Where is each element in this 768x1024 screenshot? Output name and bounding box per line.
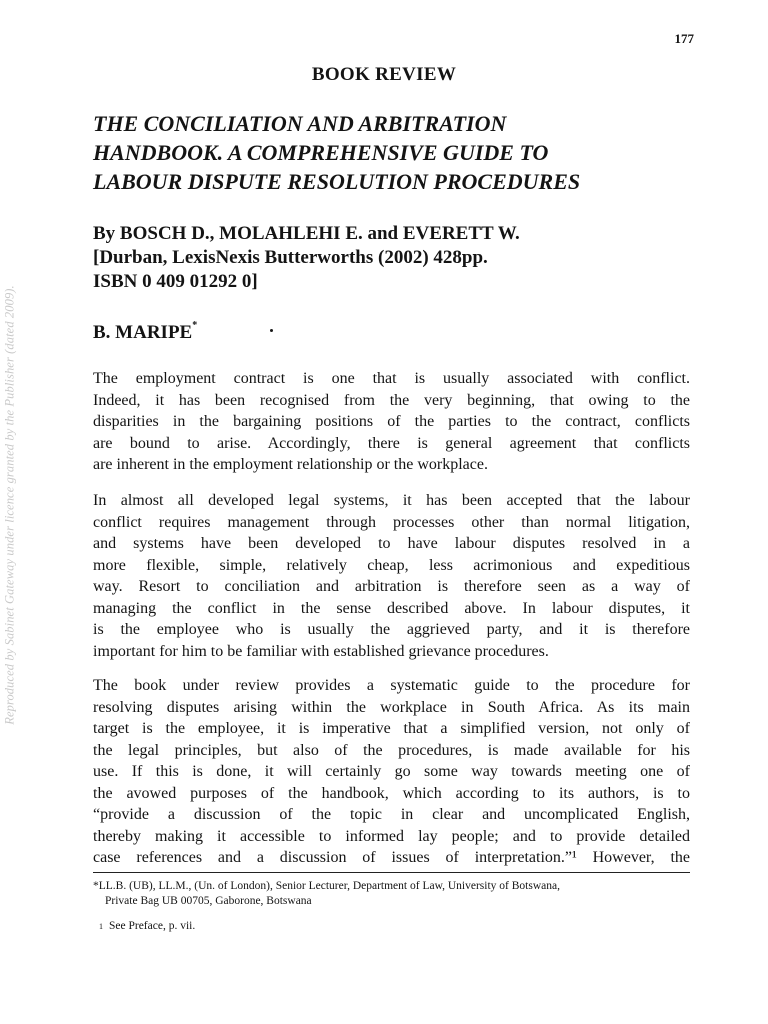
reviewer-name xyxy=(93,322,197,344)
paragraph-line: case references and a discussion of issues of interpretation.”¹ However, the xyxy=(93,849,690,866)
paragraph-3 xyxy=(93,675,690,869)
footnote-author xyxy=(93,879,698,909)
paragraph-line: the legal principles, but also of the procedures, is made available for his xyxy=(93,741,690,759)
byline xyxy=(93,222,713,294)
paragraph-line: more flexible, simple, relatively cheap, less acrimonious and expeditious xyxy=(93,556,690,574)
paragraph-line: disparities in the bargaining positions of the parties to the contract, conflicts xyxy=(93,413,690,430)
paragraph-line: important for him to be familiar with established grievance procedures. xyxy=(93,642,549,660)
footnote-author-line: Private Bag UB 00705, Gaborone, Botswana xyxy=(105,895,312,907)
paragraph-line: thereby making it accessible to informed lay people; and to provide detailed xyxy=(93,827,690,845)
paragraph-line: the avowed purposes of the handbook, which according to its authors, is to xyxy=(93,784,690,802)
paragraph-line: target is the employee, it is imperative that a simplified version, not only of xyxy=(93,720,690,737)
footnote-author-line: *LL.B. (UB), LL.M., (Un. of London), Senior Lecturer, Department of Law, University of Botswana, xyxy=(93,880,560,892)
paragraph-line: is the employee who is usually the aggrieved party, and it is therefore xyxy=(93,621,690,638)
book-title xyxy=(93,109,713,196)
paragraph-line: are bound to arise. Accordingly, there is general agreement that conflicts xyxy=(93,434,690,452)
paragraph-line: resolving disputes arising within the workplace in South Africa. As its main xyxy=(93,698,690,716)
reviewer-footnote-marker: * xyxy=(192,320,198,331)
byline-publisher: [Durban, LexisNexis Butterworths (2002) 428pp. xyxy=(93,247,488,268)
scan-speck xyxy=(270,329,273,332)
paragraph-line: The book under review provides a systematic guide to the procedure for xyxy=(93,677,690,694)
watermark-text: Reproduced by Sabinet Gateway under licence granted by the Publisher (dated 2009). xyxy=(2,285,17,725)
footnote-1 xyxy=(93,919,704,934)
paragraph-line: managing the conflict in the sense described above. In labour disputes, it xyxy=(93,599,690,617)
paragraph-line: The employment contract is one that is usually associated with conflict. xyxy=(93,370,690,387)
section-heading: BOOK REVIEW xyxy=(311,64,457,85)
paragraph-line: and systems have been developed to have labour disputes resolved in a xyxy=(93,535,690,552)
paragraph-line: conflict requires management through processes other than normal litigation, xyxy=(93,513,690,531)
paragraph-line: are inherent in the employment relationship or the workplace. xyxy=(93,456,488,473)
paragraph-line: way. Resort to conciliation and arbitration is therefore seen as a way of xyxy=(93,578,690,595)
page-number: 177 xyxy=(674,31,694,46)
paragraph-2 xyxy=(93,490,690,662)
paragraph-line: use. If this is done, it will certainly go some way towards meeting one of xyxy=(93,763,690,780)
paragraph-line: “provide a discussion of the topic in clear and uncomplicated English, xyxy=(93,806,690,823)
footnote-divider xyxy=(93,872,690,873)
book-title-line: LABOUR DISPUTE RESOLUTION PROCEDURES xyxy=(93,169,581,194)
byline-authors: By BOSCH D., MOLAHLEHI E. and EVERETT W. xyxy=(93,223,520,244)
paragraph-line: In almost all developed legal systems, it has been accepted that the labour xyxy=(93,492,690,509)
sabinet-watermark xyxy=(0,285,20,725)
footnote-1-text: See Preface, p. vii. xyxy=(109,920,196,932)
book-title-line: THE CONCILIATION AND ARBITRATION xyxy=(93,111,507,136)
reviewer-name-text: B. MARIPE xyxy=(93,322,193,343)
paragraph-1 xyxy=(93,368,690,476)
footnote-1-marker: 1 xyxy=(99,922,103,931)
book-title-line: HANDBOOK. A COMPREHENSIVE GUIDE TO xyxy=(93,140,549,165)
byline-isbn: ISBN 0 409 01292 0] xyxy=(93,271,258,292)
paragraph-line: Indeed, it has been recognised from the very beginning, that owing to the xyxy=(93,391,690,409)
